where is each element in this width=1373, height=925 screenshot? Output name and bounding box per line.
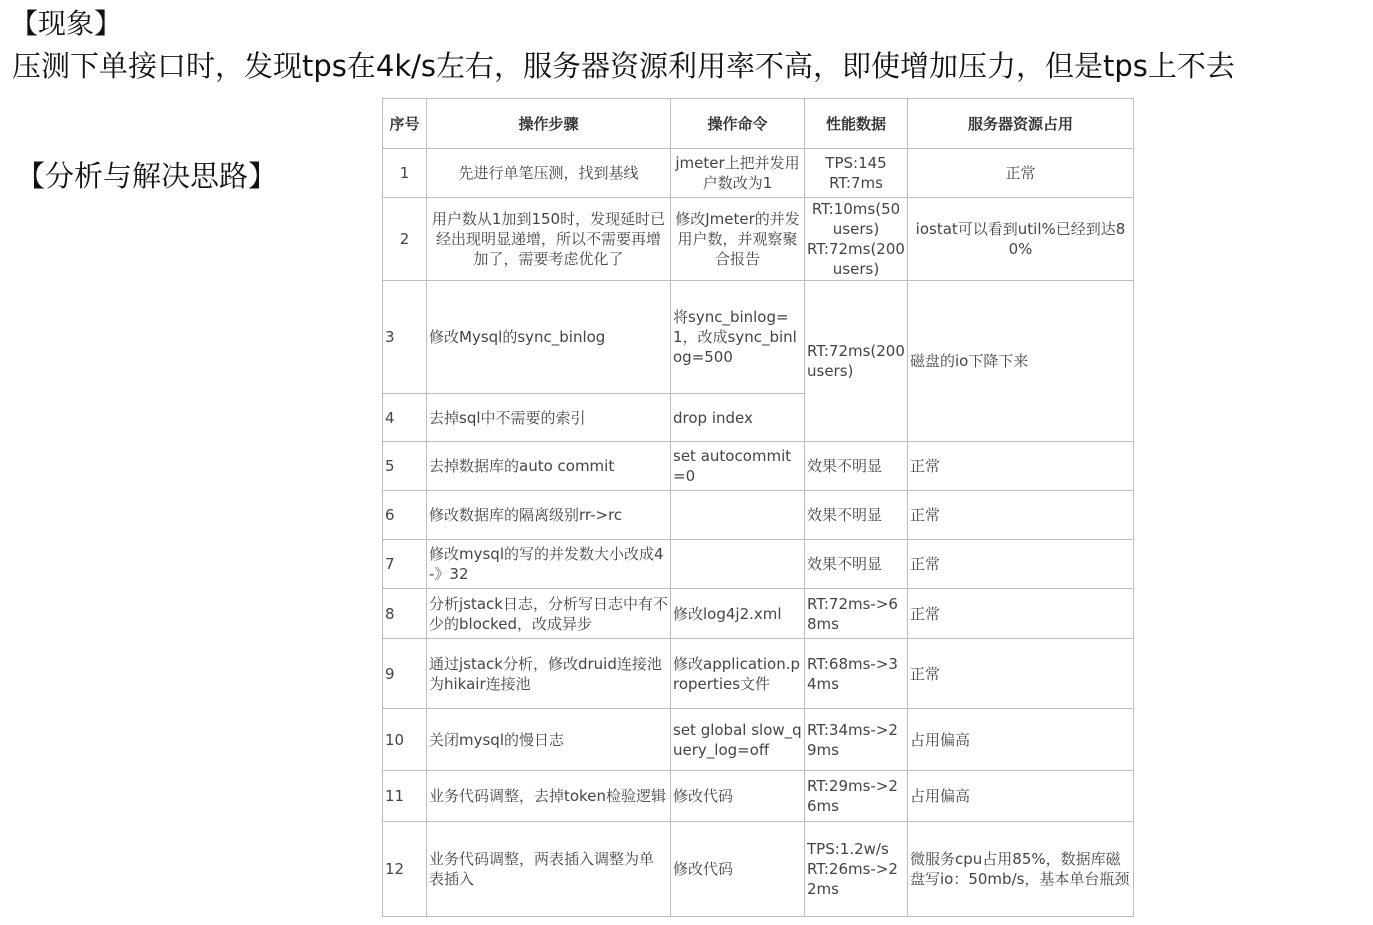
cell-command: 修改Jmeter的并发用户数，并观察聚合报告 (671, 198, 805, 281)
cell-command: 将sync_binlog=1，改成sync_binlog=500 (671, 281, 805, 394)
cell-command: 修改代码 (671, 771, 805, 822)
cell-step: 通过jstack分析，修改druid连接池为hikair连接池 (427, 639, 671, 709)
cell-step: 业务代码调整，去掉token检验逻辑 (427, 771, 671, 822)
cell-step: 用户数从1加到150时，发现延时已经出现明显递增，所以不需要再增加了，需要考虑优化了 (427, 198, 671, 281)
cell-resource: 占用偏高 (908, 709, 1134, 771)
table-row (383, 822, 1134, 917)
cell-command: 修改log4j2.xml (671, 589, 805, 639)
cell-command: drop index (671, 394, 805, 442)
cell-performance: RT:10ms(50 users) RT:72ms(200users) (805, 198, 908, 281)
cell-resource: 磁盘的io下降下来 (908, 281, 1134, 442)
cell-no: 3 (383, 281, 427, 394)
cell-step: 业务代码调整，两表插入调整为单表插入 (427, 822, 671, 917)
cell-no: 10 (383, 709, 427, 771)
cell-resource: 占用偏高 (908, 771, 1134, 822)
cell-step: 修改mysql的写的并发数大小改成4-》32 (427, 540, 671, 589)
cell-no: 6 (383, 491, 427, 540)
optimization-steps-table (382, 98, 1134, 917)
table-row (383, 589, 1134, 639)
cell-step: 去掉数据库的auto commit (427, 442, 671, 491)
table-row (383, 491, 1134, 540)
phenomenon-text: 压测下单接口时，发现tps在4k/s左右，服务器资源利用率不高，即使增加压力，但是tps上不去 (12, 49, 1235, 83)
cell-performance: 效果不明显 (805, 540, 908, 589)
header-resource: 服务器资源占用 (908, 99, 1134, 149)
cell-command: 修改代码 (671, 822, 805, 917)
cell-command (671, 491, 805, 540)
cell-step: 修改数据库的隔离级别rr->rc (427, 491, 671, 540)
cell-resource: 正常 (908, 589, 1134, 639)
header-command: 操作命令 (671, 99, 805, 149)
cell-no: 12 (383, 822, 427, 917)
cell-performance: 效果不明显 (805, 442, 908, 491)
cell-performance: RT:34ms->29ms (805, 709, 908, 771)
table-row (383, 639, 1134, 709)
cell-resource: 正常 (908, 442, 1134, 491)
table-row (383, 540, 1134, 589)
table-row (383, 149, 1134, 198)
cell-no: 2 (383, 198, 427, 281)
cell-resource: iostat可以看到util%已经到达80% (908, 198, 1134, 281)
table-header-row (383, 99, 1134, 149)
cell-no: 7 (383, 540, 427, 589)
cell-no: 9 (383, 639, 427, 709)
header-step: 操作步骤 (427, 99, 671, 149)
table-row (383, 709, 1134, 771)
cell-resource: 微服务cpu占用85%，数据库磁盘写io：50mb/s，基本单台瓶颈 (908, 822, 1134, 917)
cell-performance: TPS:1.2w/s RT:26ms->22ms (805, 822, 908, 917)
cell-resource: 正常 (908, 491, 1134, 540)
cell-step: 分析jstack日志，分析写日志中有不少的blocked，改成异步 (427, 589, 671, 639)
cell-command (671, 540, 805, 589)
table-row (383, 771, 1134, 822)
header-no: 序号 (383, 99, 427, 149)
table-row (383, 442, 1134, 491)
heading-analysis: 【分析与解决思路】 (16, 159, 278, 193)
cell-performance: 效果不明显 (805, 491, 908, 540)
cell-command: set autocommit=0 (671, 442, 805, 491)
cell-no: 1 (383, 149, 427, 198)
cell-no: 4 (383, 394, 427, 442)
cell-performance: RT:72ms->68ms (805, 589, 908, 639)
cell-step: 修改Mysql的sync_binlog (427, 281, 671, 394)
header-performance: 性能数据 (805, 99, 908, 149)
cell-performance: TPS:145 RT:7ms (805, 149, 908, 198)
cell-resource: 正常 (908, 639, 1134, 709)
table-row (383, 281, 1134, 394)
cell-performance: RT:72ms(200users) (805, 281, 908, 442)
cell-no: 11 (383, 771, 427, 822)
cell-resource: 正常 (908, 149, 1134, 198)
cell-step: 先进行单笔压测，找到基线 (427, 149, 671, 198)
cell-command: jmeter上把并发用户数改为1 (671, 149, 805, 198)
cell-no: 8 (383, 589, 427, 639)
cell-step: 去掉sql中不需要的索引 (427, 394, 671, 442)
cell-performance: RT:68ms->34ms (805, 639, 908, 709)
cell-performance: RT:29ms->26ms (805, 771, 908, 822)
heading-phenomenon: 【现象】 (10, 7, 123, 40)
cell-step: 关闭mysql的慢日志 (427, 709, 671, 771)
cell-no: 5 (383, 442, 427, 491)
cell-resource: 正常 (908, 540, 1134, 589)
cell-command: set global slow_query_log=off (671, 709, 805, 771)
cell-command: 修改application.properties文件 (671, 639, 805, 709)
table-row (383, 198, 1134, 281)
